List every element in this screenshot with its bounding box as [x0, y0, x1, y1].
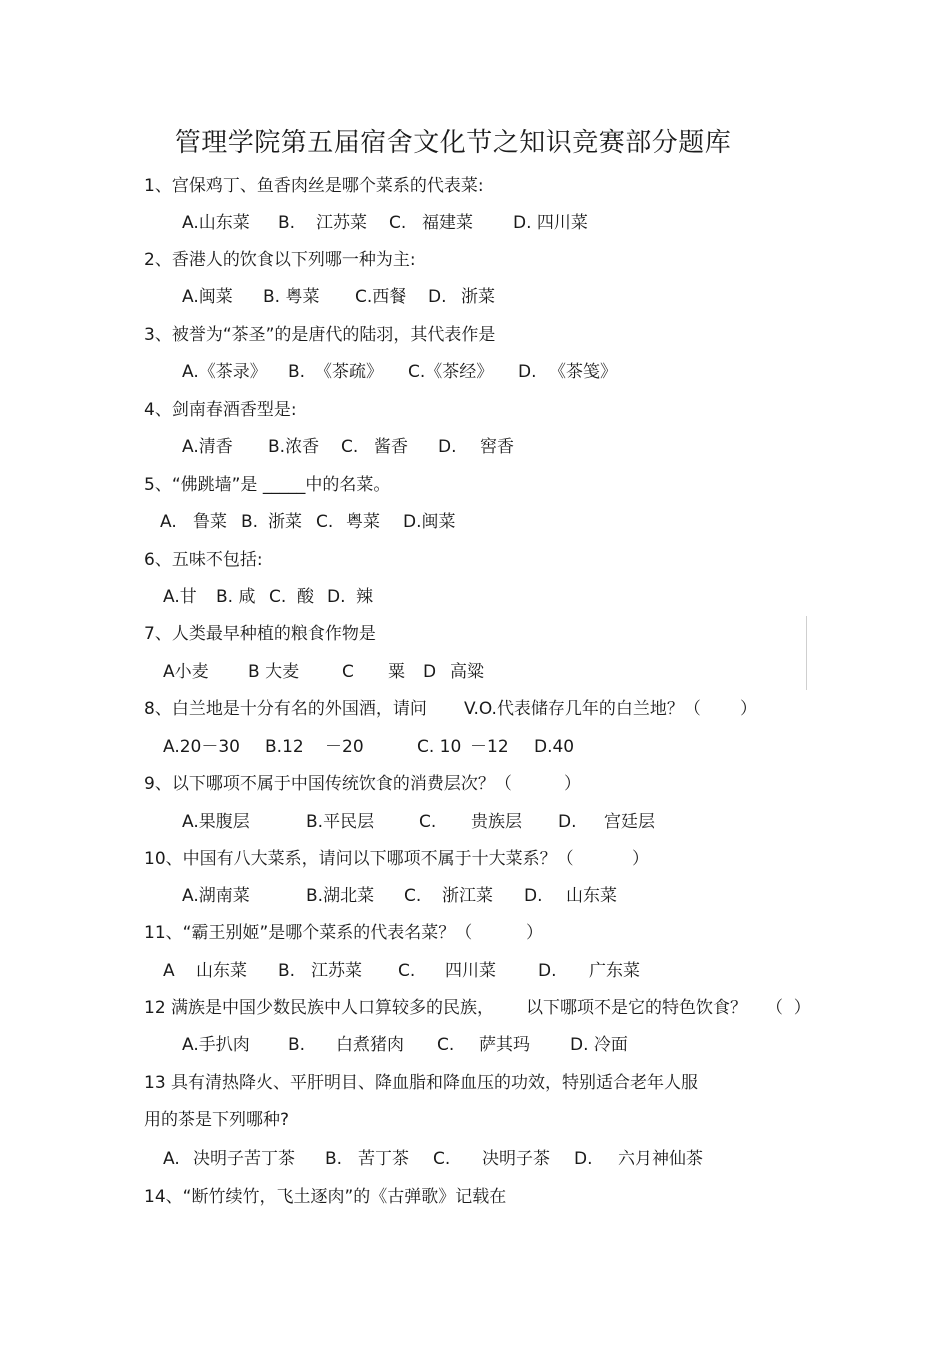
- q5-option-b-letter: B.: [241, 512, 259, 532]
- question-5: 5、“佛跳墙”是 _____中的名菜。: [144, 475, 391, 495]
- question-9-paren: ）: [564, 774, 581, 794]
- q8-option-a: A.20－30: [163, 737, 240, 757]
- q12-option-a: A.手扒肉: [182, 1035, 250, 1055]
- q4-option-c: 酱香: [374, 437, 408, 457]
- q10-option-b: B.湖北菜: [306, 886, 375, 906]
- question-6: 6、五味不包括:: [144, 550, 263, 570]
- q6-option-d: 辣: [356, 587, 373, 607]
- q11-option-a-letter: A: [163, 961, 175, 981]
- q12-option-c: 萨其玛: [479, 1035, 530, 1055]
- question-14: 14、“断竹续竹，飞土逐肉”的《古弹歌》记载在: [144, 1187, 507, 1207]
- q9-option-c-letter: C.: [419, 812, 437, 832]
- q1-option-b: 江苏菜: [316, 213, 367, 233]
- q1-option-d: D. 四川菜: [513, 213, 588, 233]
- q9-option-d: 宫廷层: [604, 812, 655, 832]
- question-13-cont: 用的茶是下列哪种?: [144, 1110, 290, 1130]
- q10-option-c: 浙江菜: [442, 886, 493, 906]
- q4-option-d: 窖香: [480, 437, 514, 457]
- q6-option-c: 酸: [297, 587, 314, 607]
- question-12-paren: （ ）: [766, 998, 811, 1018]
- q7-option-d: 高粱: [450, 662, 484, 682]
- q13-option-c: 决明子茶: [482, 1149, 550, 1169]
- q5-option-a-letter: A.: [160, 512, 177, 532]
- q13-option-d: 六月神仙茶: [618, 1149, 703, 1169]
- question-8-cont: V.O.代表储存几年的白兰地？（: [464, 699, 701, 719]
- question-12-cont: 以下哪项不是它的特色饮食？: [526, 998, 747, 1018]
- q5-option-c-letter: C.: [316, 512, 334, 532]
- q4-option-b: B.浓香: [268, 437, 320, 457]
- q4-option-a: A.清香: [182, 437, 233, 457]
- q11-option-b: 江苏菜: [311, 961, 362, 981]
- q1-option-b-letter: B.: [278, 213, 296, 233]
- question-4: 4、剑南春酒香型是:: [144, 400, 297, 420]
- q11-option-d-letter: D.: [538, 961, 557, 981]
- q5-option-d: D.闽菜: [403, 512, 456, 532]
- q2-option-a: A.闽菜: [182, 287, 233, 307]
- q3-option-a: A.《茶录》: [182, 362, 267, 382]
- q13-option-a-letter: A.: [163, 1149, 180, 1169]
- q2-option-d: 浙菜: [461, 287, 495, 307]
- q3-option-d: 《茶笺》: [549, 362, 617, 382]
- q3-option-c: C.《茶经》: [408, 362, 494, 382]
- question-1: 1、宫保鸡丁、鱼香肉丝是哪个菜系的代表菜:: [144, 176, 484, 196]
- q6-option-d-letter: D.: [327, 587, 346, 607]
- q13-option-b: 苦丁茶: [358, 1149, 409, 1169]
- q9-option-b: B.平民层: [306, 812, 375, 832]
- q7-option-c-letter: C: [342, 662, 354, 682]
- q12-option-b: 白煮猪肉: [336, 1035, 404, 1055]
- q8-option-c-range: －12: [470, 737, 509, 757]
- q7-option-d-letter: D: [423, 662, 437, 682]
- question-2: 2、香港人的饮食以下列哪一种为主:: [144, 250, 416, 270]
- q5-option-b: 浙菜: [268, 512, 302, 532]
- q5-option-a: 鲁菜: [193, 512, 227, 532]
- q10-option-d: 山东菜: [566, 886, 617, 906]
- q6-option-b: B. 咸: [216, 587, 256, 607]
- q6-option-c-letter: C.: [269, 587, 287, 607]
- q13-option-b-letter: B.: [325, 1149, 343, 1169]
- question-12: 12 满族是中国少数民族中人口算较多的民族，: [144, 998, 495, 1018]
- margin-rule: [806, 616, 807, 690]
- page-title: 管理学院第五届宿舍文化节之知识竞赛部分题库: [174, 128, 732, 158]
- q10-option-d-letter: D.: [524, 886, 543, 906]
- q7-option-c: 粟: [388, 662, 405, 682]
- q1-option-c: 福建菜: [422, 213, 473, 233]
- question-9: 9、以下哪项不属于中国传统饮食的消费层次？（: [144, 774, 512, 794]
- q9-option-c: 贵族层: [471, 812, 522, 832]
- q1-option-c-letter: C.: [389, 213, 407, 233]
- q11-option-c-letter: C.: [398, 961, 416, 981]
- q3-option-b: 《茶疏》: [315, 362, 383, 382]
- q12-option-d: D. 冷面: [570, 1035, 628, 1055]
- q8-option-c: C. 10: [417, 737, 462, 757]
- q13-option-a: 决明子苦丁茶: [193, 1149, 295, 1169]
- q4-option-c-letter: C.: [341, 437, 359, 457]
- question-11-paren: ）: [526, 923, 543, 943]
- question-10: 10、中国有八大菜系，请问以下哪项不属于十大菜系？（: [144, 849, 574, 869]
- q13-option-c-letter: C.: [433, 1149, 451, 1169]
- q10-option-c-letter: C.: [404, 886, 422, 906]
- question-3: 3、被誉为“茶圣”的是唐代的陆羽，其代表作是: [144, 325, 496, 345]
- q7-option-b: B 大麦: [248, 662, 300, 682]
- question-13: 13 具有清热降火、平肝明目、降血脂和降血压的功效，特别适合老年人服: [144, 1073, 699, 1093]
- q11-option-a: 山东菜: [196, 961, 247, 981]
- question-8: 8、白兰地是十分有名的外国酒，请问: [144, 699, 427, 719]
- q10-option-a: A.湖南菜: [182, 886, 250, 906]
- q8-option-b-range: －20: [325, 737, 364, 757]
- q2-option-c: C.西餐: [355, 287, 407, 307]
- question-11: 11、“霸王别姬”是哪个菜系的代表名菜？（: [144, 923, 473, 943]
- q2-option-d-letter: D.: [428, 287, 447, 307]
- q9-option-a: A.果腹层: [182, 812, 250, 832]
- q11-option-b-letter: B.: [278, 961, 296, 981]
- q8-option-d: D.40: [534, 737, 575, 757]
- q4-option-d-letter: D.: [438, 437, 457, 457]
- q2-option-b: B. 粤菜: [263, 287, 320, 307]
- q3-option-d-letter: D.: [518, 362, 537, 382]
- q6-option-a: A.甘: [163, 587, 197, 607]
- q9-option-d-letter: D.: [558, 812, 577, 832]
- question-10-paren: ）: [632, 849, 649, 869]
- question-8-paren: ）: [740, 699, 757, 719]
- q12-option-b-letter: B.: [288, 1035, 306, 1055]
- q7-option-a: A小麦: [163, 662, 209, 682]
- q3-option-b-letter: B.: [288, 362, 306, 382]
- q13-option-d-letter: D.: [574, 1149, 593, 1169]
- q11-option-d: 广东菜: [589, 961, 640, 981]
- q1-option-a: A.山东菜: [182, 213, 250, 233]
- q12-option-c-letter: C.: [437, 1035, 455, 1055]
- question-7: 7、人类最早种植的粮食作物是: [144, 624, 376, 644]
- q8-option-b: B.12: [265, 737, 304, 757]
- q5-option-c: 粤菜: [346, 512, 380, 532]
- q11-option-c: 四川菜: [445, 961, 496, 981]
